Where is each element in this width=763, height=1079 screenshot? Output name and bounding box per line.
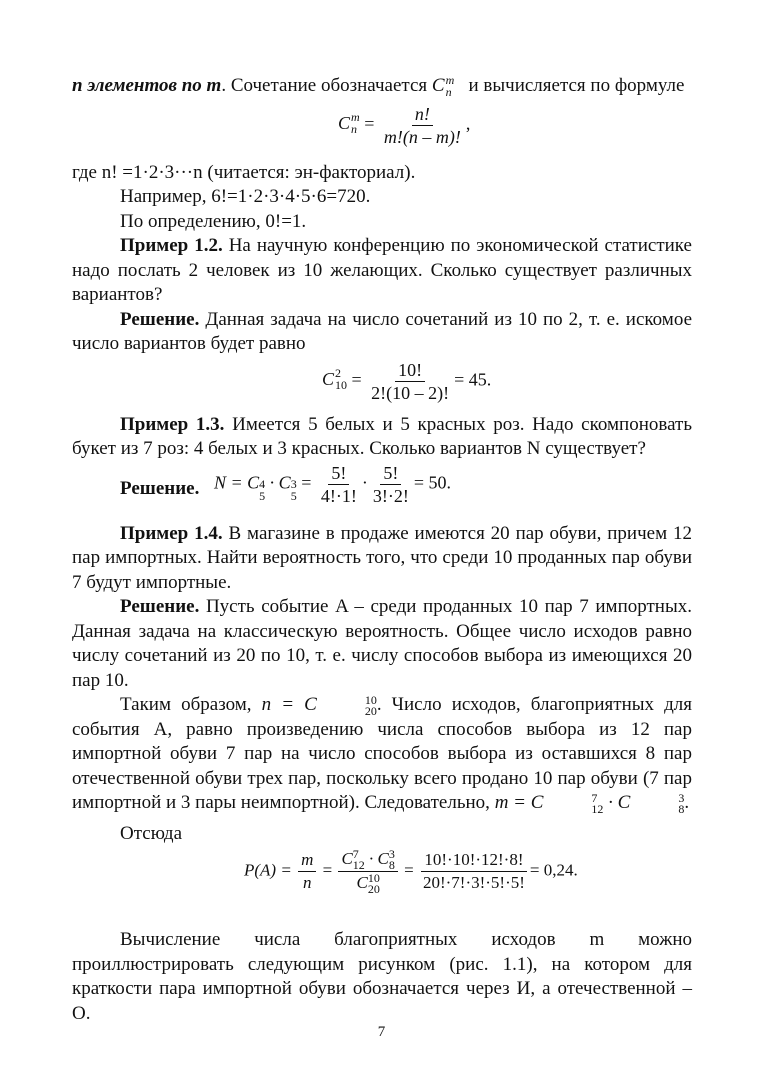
formula-combination — [72, 99, 692, 161]
sub: 5 — [259, 489, 266, 504]
sup: 10 — [364, 692, 377, 707]
solution-text: Пусть событие A – среди проданных 10 пар 7 импортных. Данная задача на классическую вероятность. Общее число исходов равно числу сочетаний из 20 по 10, т. е. числу способов выбора из имеющихся 20 пар 10. — [72, 596, 692, 691]
sub: 8 — [678, 801, 685, 816]
n-equals-c: N = C — [214, 472, 260, 493]
numerator: 10!·10!·12!·8! — [421, 849, 526, 872]
sub: 12 — [591, 801, 604, 816]
c-letter: C — [356, 873, 368, 893]
text-fragment: . Число исходов, благоприятных для события A, равно произведению числа способов выбора из 12 пар импортной обуви 7 пар на число способов выбора из оставшихся 8 пар отечественной обуви трех пар, поскольку всего продано 10 пар обуви (7 пар импортной и 3 пары неимпортной). Следовательно, — [72, 694, 692, 813]
denominator: n — [302, 873, 312, 893]
numerator: 10! — [395, 359, 425, 382]
comma: , — [465, 113, 471, 134]
paragraph-definition-0: По определению, 0!=1. — [120, 210, 307, 232]
sub: 20 — [364, 703, 377, 718]
numerator: 5! — [328, 462, 349, 485]
sup: m — [445, 73, 455, 88]
example-text: Имеется 5 белых и 5 красных роз. Надо скомпоновать букет из 7 роз: 4 белых и 3 красных. Сколько вариантов N существует? — [72, 413, 692, 459]
result: = 45. — [454, 369, 492, 390]
sup: 3 — [290, 477, 297, 492]
example-label: Пример 1.2. — [120, 235, 223, 256]
formula-probability — [72, 846, 692, 924]
solution-text: Данная задача на число сочетаний из 10 по 2, т. е. искомое число вариантов будет равно — [72, 308, 692, 354]
text-fragment: Таким образом, — [120, 694, 262, 715]
example-text: В магазине в продаже имеются 20 пар обуви, причем 12 пар импортных. Найти вероятность того, что среди 10 проданных пар обуви 7 будут импортные. — [72, 522, 692, 593]
sub: 12 — [352, 858, 365, 873]
sub: n — [351, 122, 358, 137]
text-fragment: и вычисляется по формуле — [468, 75, 685, 96]
denominator: 2!(10 – 2)! — [371, 382, 450, 403]
result: = 0,24. — [529, 860, 578, 880]
denominator: 4!·1! — [320, 485, 357, 506]
paragraph-combination-def — [72, 74, 692, 99]
solution-1-3: Решение. N = C 4 5 · C 3 5 = $\frac{5!}{4!\cdot 1!}$ · $\frac{5!}{3!\cdot 2!}$ = 50. — [120, 462, 451, 506]
times-c: · C — [265, 472, 291, 493]
denominator: 20!·7!·3!·5!·5! — [422, 873, 525, 893]
sup: 2 — [335, 366, 342, 381]
eq: = — [318, 860, 337, 880]
solution-label: Решение. — [120, 308, 200, 330]
sub: 8 — [388, 858, 395, 873]
c-letter: C — [341, 849, 353, 868]
example-text: На научную конференцию по экономической статистике надо послать 2 человек из 10 желающих. Сколько существует различных вариантов? — [72, 235, 692, 305]
c-letter: C — [322, 369, 335, 390]
paragraph-example-6: Например, 6!=1·2·3·4·5·6=720. — [120, 186, 371, 207]
sup: 7 — [591, 790, 598, 805]
eq: = — [347, 369, 367, 390]
example-label: Пример 1.4. — [120, 522, 223, 544]
c-letter: C — [338, 113, 351, 134]
denominator: 3!·2! — [372, 485, 409, 506]
sup: 7 — [352, 847, 359, 862]
sup: m — [351, 110, 360, 125]
sub: 5 — [290, 489, 297, 504]
times-c: · C — [603, 792, 631, 813]
example-1-3 — [72, 413, 692, 462]
numerator: n! — [412, 103, 433, 126]
sup: 10 — [367, 871, 380, 886]
formula-c-10-2 — [72, 357, 692, 413]
paragraph-factorial: где n! =1·2·3···n (читается: эн-факториал). — [72, 161, 416, 183]
sub: 20 — [367, 882, 380, 897]
term-n-by-m: n элементов по m — [72, 75, 222, 96]
notation-c-n-m — [432, 74, 454, 99]
result: = 50. — [413, 472, 451, 493]
solution-label: Решение. — [120, 477, 200, 499]
sub: n — [445, 85, 452, 100]
sup: 4 — [259, 477, 266, 492]
sup: 3 — [678, 790, 685, 805]
solution-1-2 — [72, 308, 692, 357]
text-fragment: . Сочетание обозначается — [221, 75, 432, 96]
denominator: m!(n – m)! — [383, 126, 461, 147]
example-label: Пример 1.3. — [120, 413, 225, 435]
period: . — [684, 792, 690, 813]
numerator: 5! — [380, 462, 401, 485]
eq: = — [296, 472, 316, 493]
paragraph-illustration: Вычисление числа благоприятных исходов m можно проиллюстрировать следующим рисунком (рис. 1.1), на котором для краткости пара импортной обуви обозначается через И, а отечественной – О. — [72, 929, 692, 1024]
paragraph-outcomes — [72, 693, 692, 816]
eq: = — [399, 860, 418, 880]
page-body — [72, 74, 692, 1026]
example-1-4 — [72, 522, 692, 596]
solution-1-4 — [72, 595, 692, 693]
n-equals-c: n = C — [261, 694, 317, 715]
m-equals-c: m = C — [494, 792, 544, 813]
numerator: m — [298, 849, 316, 872]
p-of-a: P(A) = — [244, 860, 297, 880]
times-c: · C — [364, 849, 389, 868]
eq: = — [359, 113, 379, 134]
sub: 10 — [335, 378, 348, 393]
c-letter: C — [431, 75, 445, 96]
sup: 3 — [388, 847, 395, 862]
paragraph-hence: Отсюда — [120, 822, 183, 844]
solution-label: Решение. — [120, 596, 200, 617]
page-number: 7 — [377, 1024, 386, 1040]
example-1-2 — [72, 234, 692, 308]
